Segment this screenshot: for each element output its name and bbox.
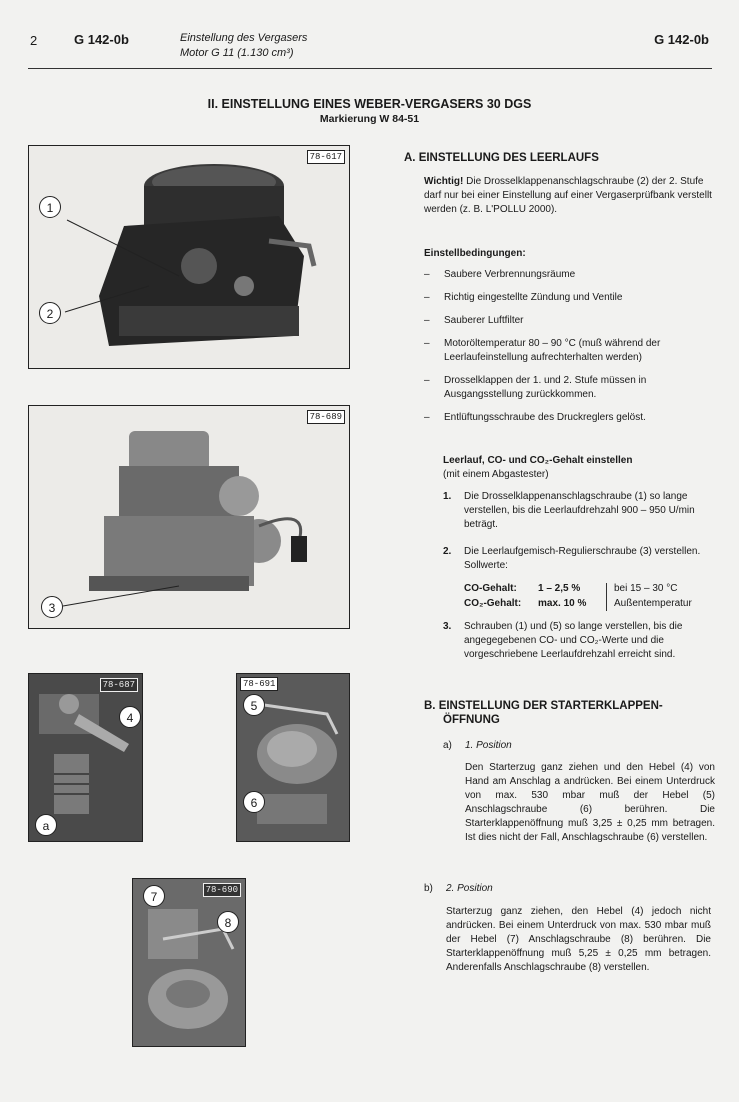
callout-1: 1	[39, 196, 61, 218]
figure-tag: 78-687	[100, 678, 138, 692]
important-text: Die Drosselklappenanschlagschraube (2) der 2. Stufe darf nur bei einer Einstellung auf einer Vergaserprüfbank verstellt werden (z. B. L'POLLU 2000).	[424, 176, 712, 215]
section-a-heading: A. EINSTELLUNG DES LEERLAUFS	[404, 152, 599, 164]
co2-value: max. 10 %	[538, 598, 587, 609]
document-code-right: G 142-0b	[654, 32, 709, 47]
callout-8: 8	[217, 911, 239, 933]
section-b-heading-line1: B. EINSTELLUNG DER STARTERKLAPPEN-	[424, 700, 663, 712]
section-b-heading-line2: ÖFFNUNG	[443, 714, 500, 726]
callout-4: 4	[119, 706, 141, 728]
important-label: Wichtig!	[424, 176, 464, 187]
figure-tag: 78-689	[307, 410, 345, 424]
page-number: 2	[30, 33, 38, 48]
header-title-line2: Motor G 11 (1.130 cm³)	[180, 47, 294, 59]
co-value: 1 – 2,5 %	[538, 583, 581, 594]
header-title-line1: Einstellung des Vergasers	[180, 32, 308, 44]
position2-title: 2. Position	[446, 883, 493, 894]
callout-7: 7	[143, 885, 165, 907]
figure-tag: 78-691	[240, 677, 278, 691]
callout-6: 6	[243, 791, 265, 813]
header-rule	[28, 68, 712, 69]
position1-title: 1. Position	[465, 740, 512, 751]
important-note	[424, 175, 714, 217]
idle-subheading: (mit einem Abgastester)	[443, 469, 549, 480]
callout-3: 3	[41, 596, 63, 618]
callout-a: a	[35, 814, 57, 836]
figure-detail-stop-screw	[236, 673, 350, 842]
setpoint-divider	[606, 583, 607, 611]
figure-carburetor-top	[28, 145, 350, 369]
figure-tag: 78-617	[307, 150, 345, 164]
setpoint-condition-line2: Außentemperatur	[614, 598, 692, 609]
carburetor-side-photo	[29, 406, 350, 629]
page-title: II. EINSTELLUNG EINES WEBER-VERGASERS 30 DGS	[207, 97, 532, 111]
callout-5: 5	[243, 694, 265, 716]
callout-2: 2	[39, 302, 61, 324]
position1-text: Den Starterzug ganz ziehen und den Hebel (4) von Hand am Anschlag a andrücken. Bei einem Unterdruck von max. 530 mbar muß der Hebel (5) Anschlagschraube (6) berühren. Die Starterklappenöffnung muß 3,25 ± 0,25 mm betragen. Ist dies nicht der Fall, Anschlagschraube (6) verstellen.	[465, 762, 715, 843]
carburetor-photo	[29, 146, 350, 369]
figure-tag: 78-690	[203, 883, 241, 897]
document-code-left: G 142-0b	[74, 32, 129, 47]
co-label: CO-Gehalt:	[464, 583, 517, 594]
figure-detail-second-position	[132, 878, 246, 1047]
setpoint-condition-line1: bei 15 – 30 °C	[614, 583, 678, 594]
position2-text: Starterzug ganz ziehen, den Hebel (4) jedoch nicht andrücken. Bei einem Unterdruck von max. 530 mbar muß der Hebel (7) Anschlagschraube (8) berühren. Die Starterklappenöffnung muß 5,25 ± 0,25 mm betragen. Anderenfalls Anschlagschraube (8) verstellen.	[446, 906, 711, 973]
idle-heading: Leerlauf, CO- und CO₂-Gehalt einstellen	[443, 455, 633, 466]
position2-label: b)	[424, 883, 433, 894]
co2-label: CO₂-Gehalt:	[464, 598, 522, 609]
figure-detail-lever	[28, 673, 143, 842]
figure-carburetor-side	[28, 405, 350, 629]
conditions-heading: Einstellbedingungen:	[424, 248, 526, 259]
position1-label: a)	[443, 740, 452, 751]
page-subtitle: Markierung W 84-51	[319, 113, 420, 125]
